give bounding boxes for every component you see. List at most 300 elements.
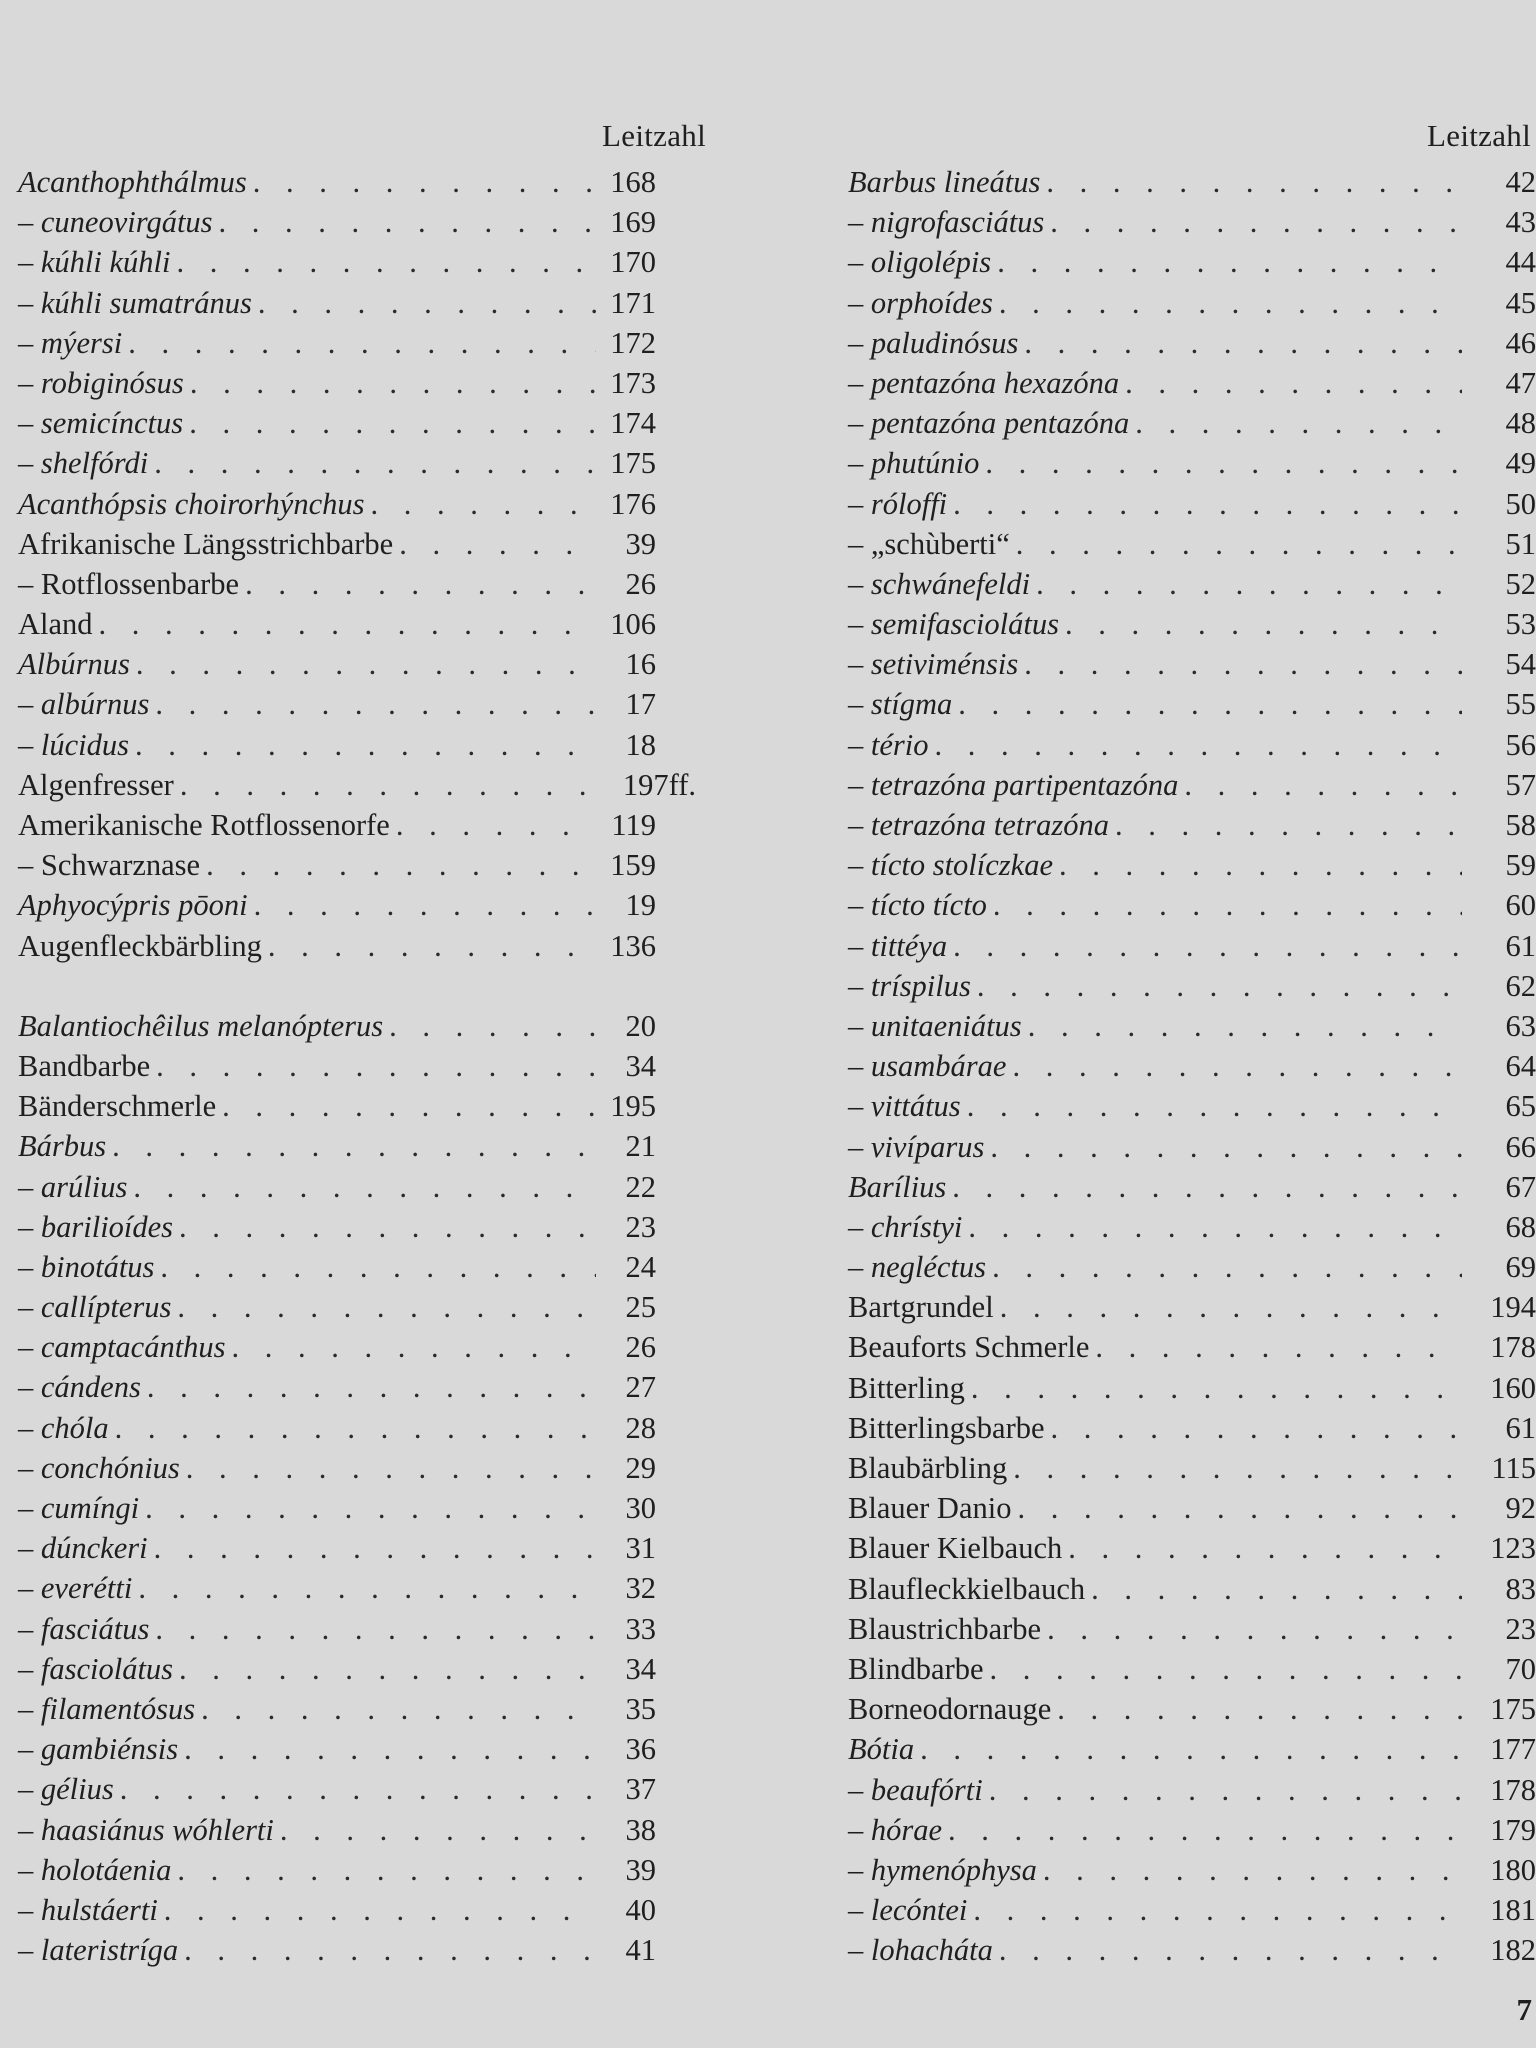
entry-number: 179: [1490, 1812, 1536, 1847]
entry-name: – robiginósus: [18, 365, 184, 400]
entry-name: – rólоffi: [848, 486, 948, 521]
entry-number: 37: [625, 1772, 656, 1807]
entry-number: 25: [625, 1290, 656, 1325]
leader-dots: [1013, 1448, 1462, 1488]
entry-number: 83: [1505, 1571, 1536, 1606]
index-entry: [848, 684, 1536, 724]
entry-number: 33: [625, 1611, 656, 1646]
entry-number: 170: [610, 245, 656, 280]
leader-dots: [1091, 1569, 1462, 1609]
entry-name: – negléctus: [848, 1250, 987, 1285]
entry-number: 69: [1505, 1250, 1536, 1285]
index-entry: [18, 403, 708, 443]
index-entry: [18, 363, 708, 403]
leader-dots: [396, 805, 596, 845]
leader-dots: [1125, 363, 1462, 403]
entry-number: 32: [625, 1571, 656, 1606]
index-entry: [18, 1126, 708, 1166]
entry-name: – lateristríga: [18, 1933, 179, 1968]
index-entry: [18, 1609, 708, 1649]
entry-name: – binotátus: [18, 1249, 155, 1284]
index-entry: [848, 1729, 1536, 1769]
leader-dots: [992, 1247, 1462, 1287]
index-entry: [848, 1167, 1536, 1207]
leader-dots: [201, 1689, 596, 1729]
leader-dots: [184, 1729, 596, 1769]
leader-dots: [186, 1448, 596, 1488]
entry-name: Blauer Kielbauch: [848, 1531, 1063, 1566]
entry-number: 177: [1490, 1732, 1536, 1767]
entry-number: 67: [1505, 1169, 1536, 1204]
leader-dots: [952, 1167, 1462, 1207]
entry-name: – setiviménsis: [848, 647, 1019, 682]
entry-number: 63: [1505, 1008, 1536, 1043]
leader-dots: [189, 403, 596, 443]
entry-name: – beaufórti: [848, 1772, 983, 1807]
index-entry: [848, 1006, 1536, 1046]
entry-name: Blaustrichbarbe: [848, 1611, 1042, 1646]
entry-name: – fasciátus: [18, 1611, 150, 1646]
entry-name: – „schùberti“: [848, 526, 1010, 561]
page-number: 7: [1516, 1992, 1532, 2027]
index-entry: [848, 524, 1536, 564]
entry-number: 54: [1505, 647, 1536, 682]
index-entry: [848, 1247, 1536, 1287]
entry-number: 60: [1505, 888, 1536, 923]
entry-number: 57: [1505, 767, 1536, 802]
leader-dots: [999, 283, 1462, 323]
index-entry: [18, 524, 708, 564]
entry-number: 24: [625, 1249, 656, 1284]
entry-number: 36: [625, 1732, 656, 1767]
entry-number: 159: [610, 848, 656, 883]
entry-name: – tittéya: [848, 928, 948, 963]
index-entry: [18, 242, 708, 282]
entry-list-left: [18, 162, 708, 1970]
leader-dots: [120, 1769, 596, 1809]
entry-name: – barilioídes: [18, 1209, 174, 1244]
index-entry: [18, 323, 708, 363]
index-entry: [18, 1649, 708, 1689]
index-column-left: [18, 118, 708, 1970]
entry-name: – pentazóna pentazóna: [848, 406, 1130, 441]
entry-name: – Rotflossenbarbe: [18, 566, 240, 601]
entry-name: – shelfórdi: [18, 446, 149, 481]
entry-name: Augenfleckbärbling: [18, 928, 262, 963]
leader-dots: [138, 1568, 596, 1608]
entry-name: – chóla: [18, 1410, 109, 1445]
entry-name: – hulstáerti: [18, 1892, 158, 1927]
entry-name: – tícto tícto: [848, 888, 987, 923]
column-header-left: Leitzahl: [602, 118, 706, 153]
index-entry: [848, 805, 1536, 845]
entry-number: 34: [625, 1048, 656, 1083]
index-entry: [18, 1810, 708, 1850]
index-entry: [848, 202, 1536, 242]
index-column-right: [848, 118, 1536, 1970]
entry-number: 195: [610, 1089, 656, 1124]
entry-name: – cumíngi: [18, 1491, 140, 1525]
entry-number: 55: [1505, 687, 1536, 722]
entry-number: 123: [1490, 1531, 1536, 1566]
leader-dots: [1047, 1609, 1462, 1649]
entry-number: 35: [625, 1691, 656, 1726]
leader-dots: [206, 845, 596, 885]
index-entry: [848, 1930, 1536, 1970]
entry-name: – oligolépis: [848, 245, 992, 280]
entry-name: – pentazóna hexazóna: [848, 365, 1120, 400]
entry-name: Barbus lineátus: [848, 165, 1041, 199]
entry-name: – Schwarznase: [18, 848, 201, 883]
leader-dots: [1024, 323, 1462, 363]
index-entry: [848, 1850, 1536, 1890]
index-entry: [18, 564, 708, 604]
entry-number: 47: [1505, 365, 1536, 400]
entry-number: 42: [1505, 165, 1536, 199]
leader-dots: [1012, 1046, 1462, 1086]
entry-name: – usambárae: [848, 1049, 1007, 1084]
leader-dots: [1050, 202, 1462, 242]
index-entry: [18, 725, 708, 765]
index-entry: [848, 1649, 1536, 1689]
section-gap: [18, 966, 708, 1006]
entry-number: 27: [625, 1370, 656, 1405]
leader-dots: [1135, 403, 1462, 443]
entry-number: 41: [625, 1933, 656, 1968]
index-entry: [18, 684, 708, 724]
entry-name: – cándens: [18, 1370, 141, 1405]
index-entry: [18, 1890, 708, 1930]
index-entry: [848, 1327, 1536, 1367]
leader-dots: [179, 1207, 596, 1247]
index-entry: [848, 1368, 1536, 1408]
entry-number: 70: [1505, 1651, 1536, 1686]
index-entry: [848, 403, 1536, 443]
leader-dots: [1017, 1488, 1462, 1528]
entry-number: 52: [1505, 566, 1536, 601]
index-entry: [18, 1046, 708, 1086]
entry-number: 119: [611, 808, 656, 842]
entry-name: – hórae: [848, 1812, 943, 1847]
entry-number: 40: [625, 1892, 656, 1927]
entry-number: 61: [1505, 928, 1536, 963]
index-entry: [18, 845, 708, 885]
leader-dots: [1184, 765, 1462, 805]
entry-name: Aphyocýpris pōoni: [18, 888, 248, 923]
index-entry: [848, 242, 1536, 282]
entry-name: – mýersi: [18, 325, 123, 360]
leader-dots: [1051, 1408, 1462, 1448]
leader-dots: [971, 1368, 1462, 1408]
entry-name: – gélius: [18, 1772, 114, 1807]
entry-name: – chrístyi: [848, 1209, 963, 1244]
entry-number: 19: [625, 888, 656, 923]
index-entry: [848, 162, 1536, 202]
entry-number: 44: [1505, 245, 1536, 280]
entry-name: Blauer Danio: [848, 1491, 1012, 1526]
entry-number: 34: [625, 1651, 656, 1686]
entry-number: 22: [625, 1169, 656, 1204]
entry-name: – orphoídes: [848, 285, 993, 320]
entry-name: – semifasciolátus: [848, 607, 1059, 642]
index-entry: [18, 805, 708, 845]
leader-dots: [179, 1649, 596, 1689]
leader-dots: [989, 1770, 1462, 1810]
index-entry: [848, 1528, 1536, 1568]
index-entry: [848, 1127, 1536, 1167]
entry-name: – kúhli kúhli: [18, 245, 171, 280]
entry-number: 65: [1505, 1089, 1536, 1124]
index-entry: [18, 1689, 708, 1729]
leader-dots: [999, 1930, 1462, 1970]
entry-number: 23: [1505, 1611, 1536, 1646]
leader-dots: [1059, 845, 1462, 885]
entry-name: – callípterus: [18, 1290, 172, 1325]
leader-dots: [232, 1327, 596, 1367]
entry-name: – lecóntei: [848, 1893, 968, 1928]
entry-number: 181: [1490, 1893, 1536, 1928]
entry-number: 194: [1490, 1290, 1536, 1325]
entry-number: 51: [1505, 526, 1536, 561]
leader-dots: [997, 242, 1462, 282]
leader-dots: [953, 926, 1462, 966]
index-entry: [18, 1850, 708, 1890]
entry-number: 197ff.: [622, 767, 696, 802]
entry-number: 171: [610, 285, 656, 320]
entry-name: – tícto stolíczkae: [848, 848, 1053, 883]
entry-name: Bitterling: [848, 1370, 965, 1405]
index-entry: [848, 1448, 1536, 1488]
index-entry: [18, 1930, 708, 1970]
leader-dots: [164, 1890, 596, 1930]
index-entry: [18, 484, 708, 524]
index-entry: [18, 1528, 708, 1568]
entry-name: – semicínctus: [18, 406, 184, 441]
entry-name: Bandbarbe: [18, 1048, 151, 1083]
leader-dots: [1068, 1528, 1462, 1568]
leader-dots: [115, 1408, 596, 1448]
leader-dots: [948, 1810, 1462, 1850]
leader-dots: [993, 885, 1462, 925]
entry-name: – nigrofasciátus: [848, 205, 1045, 240]
index-entry: [848, 1287, 1536, 1327]
index-entry: [848, 1569, 1536, 1609]
entry-number: 62: [1505, 968, 1536, 1003]
entry-number: 23: [625, 1209, 656, 1244]
leader-dots: [371, 484, 597, 524]
leader-dots: [190, 363, 596, 403]
entry-name: Beauforts Schmerle: [848, 1330, 1090, 1365]
entry-number: 18: [625, 727, 656, 762]
entry-number: 176: [610, 486, 656, 521]
leader-dots: [953, 484, 1462, 524]
entry-number: 43: [1505, 205, 1536, 240]
leader-dots: [934, 725, 1462, 765]
entry-name: Blaufleckkielbauch: [848, 1571, 1086, 1606]
index-entry: [848, 1810, 1536, 1850]
index-entry: [848, 765, 1536, 805]
index-entry: [18, 1327, 708, 1367]
index-entry: [18, 1287, 708, 1327]
leader-dots: [135, 725, 596, 765]
index-entry: [848, 926, 1536, 966]
entry-name: – vivíparus: [848, 1129, 985, 1164]
index-entry: [848, 1046, 1536, 1086]
entry-name: – conchónius: [18, 1450, 180, 1485]
entry-name: Barílius: [848, 1169, 947, 1204]
index-entry: [18, 202, 708, 242]
leader-dots: [990, 1127, 1462, 1167]
leader-dots: [154, 443, 596, 483]
entry-number: 39: [625, 526, 656, 561]
entry-number: 26: [625, 1330, 656, 1365]
entry-name: – hymenóphysa: [848, 1852, 1037, 1887]
index-entry: [848, 644, 1536, 684]
leader-dots: [155, 684, 596, 724]
leader-dots: [136, 644, 596, 684]
entry-number: 182: [1490, 1933, 1536, 1968]
entry-name: Borneodornauge: [848, 1692, 1052, 1727]
index-entry: [848, 1408, 1536, 1448]
entry-number: 31: [625, 1531, 656, 1566]
entry-number: 39: [625, 1852, 656, 1887]
index-entry: [18, 1207, 708, 1247]
leader-dots: [112, 1126, 596, 1166]
entry-name: Albúrnus: [18, 647, 130, 682]
leader-dots: [968, 1207, 1462, 1247]
index-entry: [848, 725, 1536, 765]
leader-dots: [99, 604, 596, 644]
entry-number: 169: [610, 205, 656, 240]
leader-dots: [1000, 1287, 1462, 1327]
index-entry: [848, 1488, 1536, 1528]
index-entry: [18, 926, 708, 966]
entry-number: 26: [625, 566, 656, 601]
entry-number: 30: [625, 1491, 656, 1525]
entry-name: – phutúnio: [848, 446, 980, 481]
index-entry: [18, 1086, 708, 1126]
leader-dots: [977, 966, 1462, 1006]
entry-name: – schwánefeldi: [848, 566, 1031, 601]
index-entry: [848, 1609, 1536, 1649]
leader-dots: [253, 162, 596, 202]
entry-number: 68: [1505, 1209, 1536, 1244]
entry-number: 49: [1505, 446, 1536, 481]
entry-number: 50: [1505, 486, 1536, 521]
leader-dots: [1016, 524, 1462, 564]
index-entry: [848, 443, 1536, 483]
leader-dots: [1115, 805, 1462, 845]
entry-name: Blaubärbling: [848, 1451, 1008, 1485]
entry-number: 58: [1505, 808, 1536, 842]
leader-dots: [184, 1930, 596, 1970]
leader-dots: [128, 323, 596, 363]
leader-dots: [156, 1046, 596, 1086]
index-entry: [18, 1729, 708, 1769]
index-entry: [848, 363, 1536, 403]
entry-number: 175: [610, 446, 656, 481]
leader-dots: [177, 1287, 596, 1327]
entry-number: 160: [1490, 1370, 1536, 1405]
index-entry: [18, 162, 708, 202]
index-entry: [848, 604, 1536, 644]
index-entry: [18, 1448, 708, 1488]
entry-name: Blindbarbe: [848, 1651, 984, 1686]
entry-name: Balantiochêilus melanópterus: [18, 1008, 384, 1043]
entry-name: – filamentósus: [18, 1691, 196, 1726]
entry-number: 17: [625, 687, 656, 722]
entry-name: – unitaeniátus: [848, 1008, 1022, 1043]
leader-dots: [1036, 564, 1462, 604]
entry-name: Algenfresser: [18, 767, 174, 802]
leader-dots: [985, 443, 1462, 483]
leader-dots: [147, 1367, 596, 1407]
entry-name: – albúrnus: [18, 687, 150, 722]
entry-number: 175: [1490, 1692, 1536, 1727]
leader-dots: [973, 1890, 1462, 1930]
entry-number: 173: [610, 365, 656, 400]
entry-name: – gambiénsis: [18, 1732, 179, 1767]
index-entry: [18, 443, 708, 483]
entry-name: Amerikanische Rotflossenorfe: [18, 808, 390, 842]
entry-number: 106: [610, 607, 656, 642]
entry-number: 178: [1490, 1330, 1536, 1365]
entry-name: – kúhli sumatránus: [18, 285, 252, 320]
entry-number: 53: [1505, 607, 1536, 642]
entry-name: Bárbus: [18, 1129, 107, 1164]
index-entry: [18, 1769, 708, 1809]
entry-number: 180: [1490, 1852, 1536, 1887]
entry-name: – tetrazóna tetrazóna: [848, 808, 1109, 842]
leader-dots: [245, 564, 596, 604]
leader-dots: [399, 524, 596, 564]
entry-number: 136: [610, 928, 656, 963]
entry-name: Aland: [18, 607, 93, 642]
entry-number: 29: [625, 1450, 656, 1485]
leader-dots: [160, 1247, 596, 1287]
leader-dots: [1065, 604, 1462, 644]
leader-dots: [389, 1006, 596, 1046]
index-entry: [848, 885, 1536, 925]
index-entry: [18, 1247, 708, 1287]
leader-dots: [1028, 1006, 1462, 1046]
entry-number: 61: [1505, 1410, 1536, 1445]
leader-dots: [155, 1609, 596, 1649]
index-entry: [18, 765, 708, 805]
entry-name: – haasiánus wóhlerti: [18, 1812, 274, 1847]
entry-number: 66: [1505, 1129, 1536, 1164]
entry-name: Bänderschmerle: [18, 1089, 217, 1124]
entry-name: Bartgrundel: [848, 1290, 994, 1325]
index-entry: [18, 1167, 708, 1207]
leader-dots: [219, 202, 596, 242]
index-entry: [848, 1086, 1536, 1126]
leader-dots: [1057, 1689, 1462, 1729]
entry-name: – dúnckeri: [18, 1531, 148, 1566]
entry-number: 21: [625, 1129, 656, 1164]
entry-name: Afrikanische Längsstrichbarbe: [18, 526, 394, 561]
leader-dots: [990, 1649, 1462, 1689]
entry-name: Acanthópsis choirorhýnchus: [18, 486, 365, 521]
entry-number: 174: [610, 406, 656, 441]
entry-name: Bótia: [848, 1732, 915, 1767]
leader-dots: [958, 684, 1462, 724]
index-entry: [848, 484, 1536, 524]
leader-dots: [176, 242, 596, 282]
entry-name: – camptacánthus: [18, 1330, 226, 1365]
entry-name: – fasciolátus: [18, 1651, 174, 1686]
leader-dots: [177, 1850, 596, 1890]
